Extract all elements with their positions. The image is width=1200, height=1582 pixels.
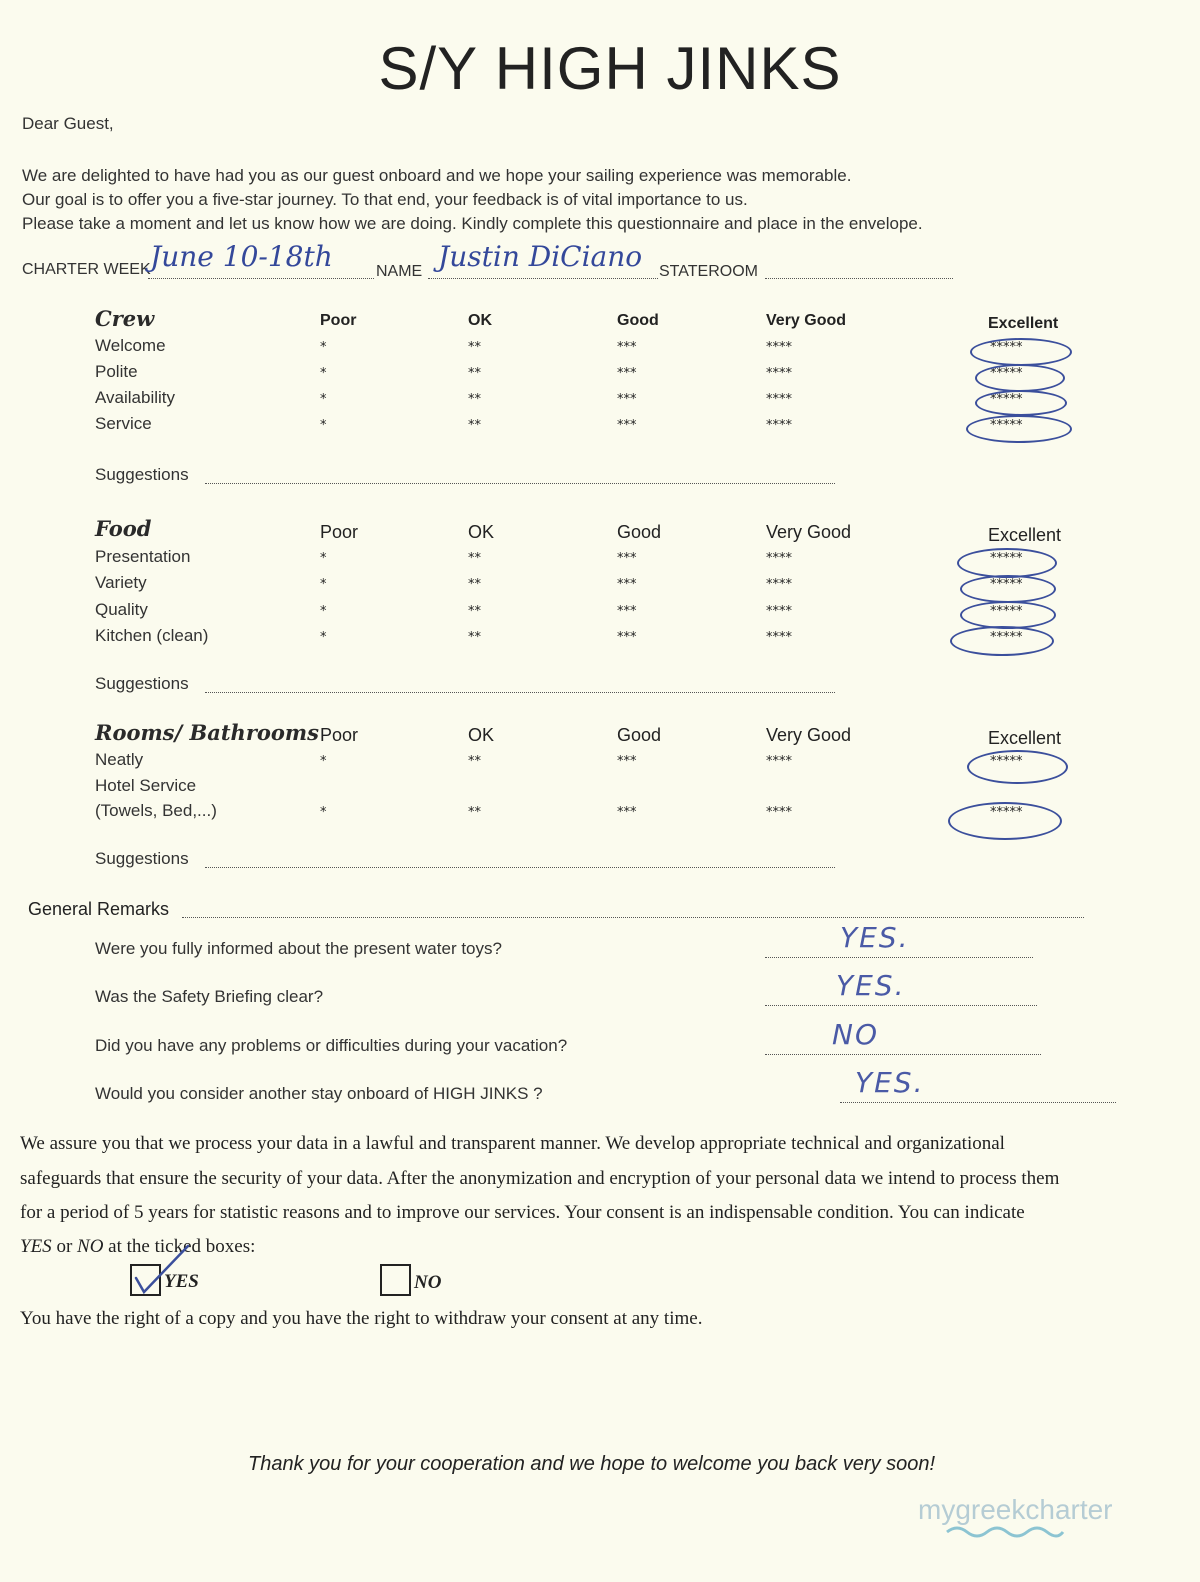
rating-option[interactable]: ***** (990, 551, 1023, 566)
criterion-label: Quality (95, 600, 148, 619)
rating-option[interactable]: ***** (990, 754, 1023, 769)
rating-header: OK (468, 522, 495, 542)
rating-option[interactable]: *** (617, 805, 637, 820)
rating-header: Good (617, 522, 662, 542)
rating-header: Excellent (988, 315, 1059, 332)
rating-option[interactable]: *** (617, 577, 637, 592)
rating-option[interactable]: ***** (990, 805, 1023, 820)
watermark-logo: mygreekcharter (918, 1494, 1113, 1525)
rating-header: Poor (320, 725, 359, 745)
excellent-circled-mark (975, 364, 1065, 392)
rating-option[interactable]: **** (766, 805, 792, 820)
general-remarks-field[interactable] (182, 917, 1084, 918)
rating-option[interactable]: **** (766, 630, 792, 645)
handwritten-answer: YES. (836, 969, 906, 1002)
rating-option[interactable]: * (320, 577, 327, 592)
intro-line-1: We are delighted to have had you as our guest onboard and we hope your sailing experience was memorable. (22, 166, 852, 185)
rating-header: OK (468, 725, 495, 745)
rating-header: Poor (320, 312, 357, 329)
handwritten-answer: NO (832, 1018, 879, 1051)
rating-option[interactable]: ** (468, 577, 481, 592)
wave-icon (945, 1524, 1065, 1540)
stateroom-field[interactable] (765, 278, 953, 279)
rating-option[interactable]: ** (468, 604, 481, 619)
consent-yes-checkbox[interactable] (130, 1264, 161, 1296)
question-text: Did you have any problems or difficulties during your vacation? (95, 1036, 568, 1055)
rating-header: Excellent (988, 728, 1062, 748)
excellent-circled-mark (950, 626, 1054, 656)
rating-option[interactable]: **** (766, 551, 792, 566)
rating-option[interactable]: * (320, 630, 327, 645)
excellent-circled-mark (970, 338, 1072, 366)
rating-option[interactable]: **** (766, 604, 792, 619)
rating-option[interactable]: *** (617, 604, 637, 619)
criterion-label: Variety (95, 573, 147, 592)
rating-option[interactable]: *** (617, 630, 637, 645)
answer-field[interactable] (840, 1102, 1116, 1103)
section-title: Rooms/ Bathrooms (95, 720, 319, 745)
rating-option[interactable]: ** (468, 551, 481, 566)
legal-line-2: safeguards that ensure the security of your data. After the anonymization and encryption of your personal data we intend to process them (20, 1168, 1060, 1189)
criterion-label: Neatly (95, 750, 144, 769)
suggestions-label: Suggestions (95, 465, 189, 484)
rating-option[interactable]: ***** (990, 366, 1023, 381)
consent-no-checkbox[interactable] (380, 1264, 411, 1296)
answer-field[interactable] (765, 1005, 1037, 1006)
thank-you-note: Thank you for your cooperation and we hope to welcome you back very soon! (248, 1453, 936, 1475)
rating-option[interactable]: * (320, 418, 327, 433)
section-title: Crew (95, 306, 155, 331)
suggestions-field[interactable] (205, 692, 835, 693)
consent-yes-label: YES (164, 1271, 199, 1292)
excellent-circled-mark (975, 390, 1067, 416)
answer-field[interactable] (765, 1054, 1041, 1055)
handwritten-answer: YES. (840, 921, 910, 954)
excellent-circled-mark (957, 548, 1057, 578)
rating-option[interactable]: *** (617, 418, 637, 433)
intro-line-2: Our goal is to offer you a five-star journey. To that end, your feedback is of vital importance to us. (22, 190, 748, 209)
rating-option[interactable]: * (320, 366, 327, 381)
charter-week-label: CHARTER WEEK (22, 261, 151, 278)
rating-option[interactable]: ***** (990, 630, 1023, 645)
name-value[interactable]: Justin DiCiano (438, 240, 643, 273)
excellent-circled-mark (960, 575, 1056, 603)
legal-yes-word: YES (20, 1236, 52, 1257)
criterion-label: Polite (95, 362, 138, 381)
rating-option[interactable]: * (320, 604, 327, 619)
rating-option[interactable]: **** (766, 392, 792, 407)
rating-option[interactable]: * (320, 551, 327, 566)
excellent-circled-mark (967, 750, 1068, 784)
rating-header: Good (617, 312, 659, 329)
question-text: Were you fully informed about the present water toys? (95, 939, 502, 958)
document-title: S/Y HIGH JINKS (378, 35, 842, 102)
rating-header: Very Good (766, 522, 852, 542)
criterion-label: Kitchen (clean) (95, 626, 209, 645)
rating-option[interactable]: ***** (990, 577, 1023, 592)
rating-option[interactable]: *** (617, 551, 637, 566)
rating-option[interactable]: * (320, 340, 327, 355)
criterion-label: Presentation (95, 547, 191, 566)
rating-option[interactable]: *** (617, 392, 637, 407)
rating-option[interactable]: **** (766, 340, 792, 355)
general-remarks-label: General Remarks (28, 899, 170, 919)
rating-option[interactable]: ***** (990, 340, 1023, 355)
rating-option[interactable]: ** (468, 366, 481, 381)
rating-option[interactable]: **** (766, 366, 792, 381)
rating-option[interactable]: ** (468, 630, 481, 645)
rating-option[interactable]: ***** (990, 418, 1023, 433)
rating-option[interactable]: * (320, 754, 327, 769)
rating-option[interactable]: **** (766, 418, 792, 433)
charter-week-value[interactable]: June 10-18th (150, 240, 333, 273)
legal-no-word: NO (77, 1236, 104, 1257)
rating-header: Poor (320, 522, 359, 542)
rating-header: Very Good (766, 725, 852, 745)
suggestions-field[interactable] (205, 483, 835, 484)
answer-field[interactable] (765, 957, 1033, 958)
legal-line-4-rest: at the ticked boxes: (108, 1236, 256, 1257)
rating-header: Excellent (988, 525, 1062, 545)
rating-option[interactable]: **** (766, 754, 792, 769)
handwritten-answer: YES. (855, 1066, 925, 1099)
criterion-label: Hotel Service (95, 776, 197, 795)
excellent-circled-mark (948, 802, 1062, 840)
rating-option[interactable]: ** (468, 392, 481, 407)
stateroom-label: STATEROOM (659, 263, 758, 280)
excellent-circled-mark (966, 415, 1072, 443)
criterion-label: Welcome (95, 336, 166, 355)
rating-option[interactable]: ***** (990, 392, 1023, 407)
rating-option[interactable]: *** (617, 754, 637, 769)
intro-line-3: Please take a moment and let us know how we are doing. Kindly complete this questionnaire and place in the envelope. (22, 214, 923, 233)
legal-line-3: for a period of 5 years for statistic reasons and to improve our services. Your consent is an indispensable condition. You can indicate (20, 1202, 1025, 1223)
rating-option[interactable]: ** (468, 340, 481, 355)
rating-option[interactable]: *** (617, 340, 637, 355)
legal-line-1: We assure you that we process your data in a lawful and transparent manner. We develop appropriate technical and organizational (20, 1133, 1005, 1154)
rating-option[interactable]: **** (766, 577, 792, 592)
legal-or-word: or (56, 1236, 73, 1257)
section-title: Food (95, 516, 152, 541)
suggestions-label: Suggestions (95, 849, 189, 868)
criterion-label: (Towels, Bed,...) (95, 801, 217, 820)
rating-option[interactable]: *** (617, 366, 637, 381)
rating-option[interactable]: * (320, 392, 327, 407)
criterion-label: Service (95, 414, 152, 433)
criterion-label: Availability (95, 388, 176, 407)
rights-text: You have the right of a copy and you have the right to withdraw your consent at any time. (20, 1308, 703, 1329)
rating-option[interactable]: ** (468, 754, 481, 769)
rating-header: Very Good (766, 312, 847, 329)
question-text: Was the Safety Briefing clear? (95, 987, 324, 1006)
name-label: NAME (376, 263, 423, 280)
rating-option[interactable]: ** (468, 805, 481, 820)
excellent-circled-mark (960, 601, 1056, 629)
rating-header: OK (468, 312, 492, 329)
question-text: Would you consider another stay onboard of HIGH JINKS ? (95, 1084, 543, 1103)
greeting: Dear Guest, (22, 114, 114, 133)
rating-option[interactable]: * (320, 805, 327, 820)
rating-option[interactable]: ** (468, 418, 481, 433)
suggestions-label: Suggestions (95, 674, 189, 693)
consent-no-label: NO (414, 1272, 442, 1293)
suggestions-field[interactable] (205, 867, 835, 868)
rating-header: Good (617, 725, 662, 745)
rating-option[interactable]: ***** (990, 604, 1023, 619)
